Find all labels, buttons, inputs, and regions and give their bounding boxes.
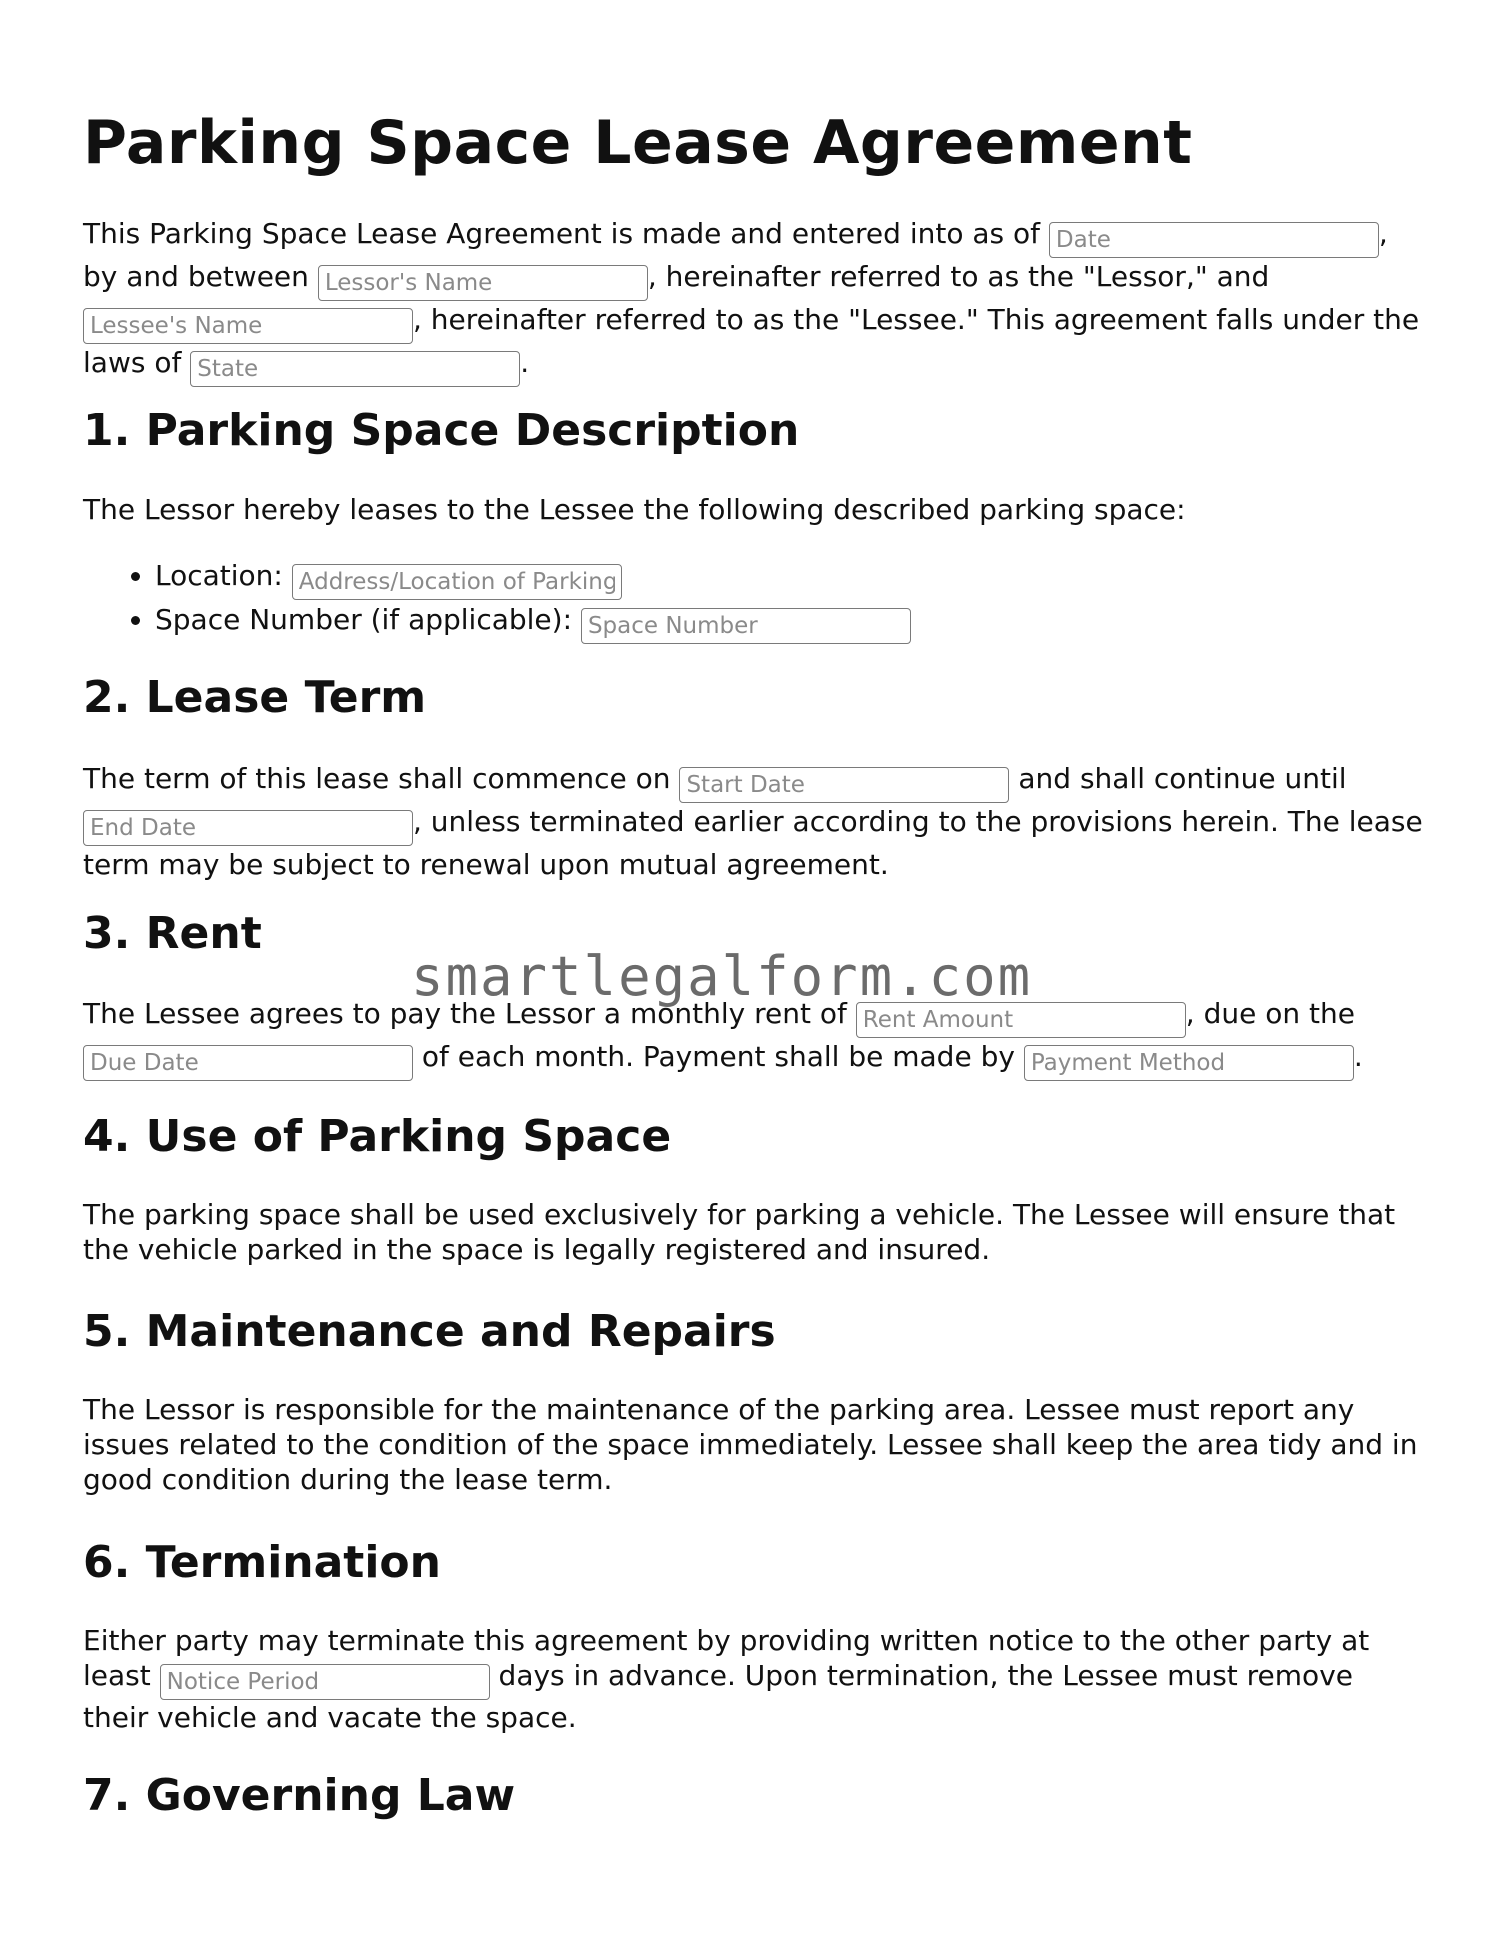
rent-text-1: The Lessee agrees to pay the Lessor a monthly rent of bbox=[83, 997, 847, 1030]
location-field[interactable] bbox=[292, 564, 622, 600]
section-1-heading: 1. Parking Space Description bbox=[83, 405, 800, 456]
term-text-3: , unless terminated earlier according to the provisions herein. The lease term may be subject to renewal upon mutual agreement. bbox=[83, 805, 1423, 881]
notice-period-field[interactable] bbox=[160, 1664, 490, 1700]
list-item-location bbox=[155, 556, 911, 600]
section-7-heading: 7. Governing Law bbox=[83, 1770, 516, 1821]
date-field[interactable] bbox=[1049, 222, 1379, 258]
intro-text-1: This Parking Space Lease Agreement is made and entered into as of bbox=[83, 217, 1040, 250]
termination-text-2: days in advance. Upon termination, the Lessee must remove their vehicle and vacate the space. bbox=[83, 1659, 1353, 1734]
space-number-field[interactable] bbox=[581, 608, 911, 644]
intro-paragraph bbox=[83, 215, 1423, 387]
lessee-name-field[interactable] bbox=[83, 308, 413, 344]
start-date-field[interactable] bbox=[679, 767, 1009, 803]
section-4-heading: 4. Use of Parking Space bbox=[83, 1111, 672, 1162]
section-5-heading: 5. Maintenance and Repairs bbox=[83, 1306, 776, 1357]
rent-text-4: . bbox=[1353, 1040, 1363, 1073]
payment-method-field[interactable] bbox=[1024, 1045, 1354, 1081]
due-date-field[interactable] bbox=[83, 1045, 413, 1081]
intro-text-2: , by and between bbox=[83, 217, 1388, 293]
section-3-heading: 3. Rent bbox=[83, 908, 262, 959]
end-date-field[interactable] bbox=[83, 810, 413, 846]
rent-text-3: of each month. Payment shall be made by bbox=[421, 1040, 1015, 1073]
parking-space-details-list bbox=[83, 556, 911, 644]
section-6-heading: 6. Termination bbox=[83, 1537, 441, 1588]
section-4-text: The parking space shall be used exclusively for parking a vehicle. The Lessee will ensure that the vehicle parked in the space is legally registered and insured. bbox=[83, 1198, 1396, 1266]
intro-text-3: , hereinafter referred to as the "Lessor," and bbox=[647, 260, 1270, 293]
location-label: Location: bbox=[155, 559, 283, 592]
section-5-text: The Lessor is responsible for the maintenance of the parking area. Lessee must report any issues related to the condition of the space immediately. Lessee shall keep the area tidy and in good condition during the lease term. bbox=[83, 1393, 1418, 1496]
intro-text-4: , hereinafter referred to as the "Lessee." This agreement falls under the laws of bbox=[83, 303, 1420, 379]
section-2-paragraph bbox=[83, 760, 1423, 884]
section-1-text: The Lessor hereby leases to the Lessee the following described parking space: bbox=[83, 493, 1186, 526]
section-6-paragraph bbox=[83, 1623, 1423, 1735]
intro-text-5: . bbox=[520, 346, 530, 379]
watermark: smartlegalform.com bbox=[411, 945, 1033, 1008]
document-title: Parking Space Lease Agreement bbox=[83, 108, 1193, 178]
state-field[interactable] bbox=[190, 351, 520, 387]
term-text-1: The term of this lease shall commence on bbox=[83, 762, 671, 795]
rent-text-2: , due on the bbox=[1185, 997, 1355, 1030]
list-item-space-number bbox=[155, 600, 911, 644]
lessor-name-field[interactable] bbox=[318, 265, 648, 301]
termination-text-1: Either party may terminate this agreement by providing written notice to the other party at least bbox=[83, 1624, 1370, 1692]
space-number-label: Space Number (if applicable): bbox=[155, 603, 573, 636]
term-text-2: and shall continue until bbox=[1018, 762, 1347, 795]
section-2-heading: 2. Lease Term bbox=[83, 672, 427, 723]
